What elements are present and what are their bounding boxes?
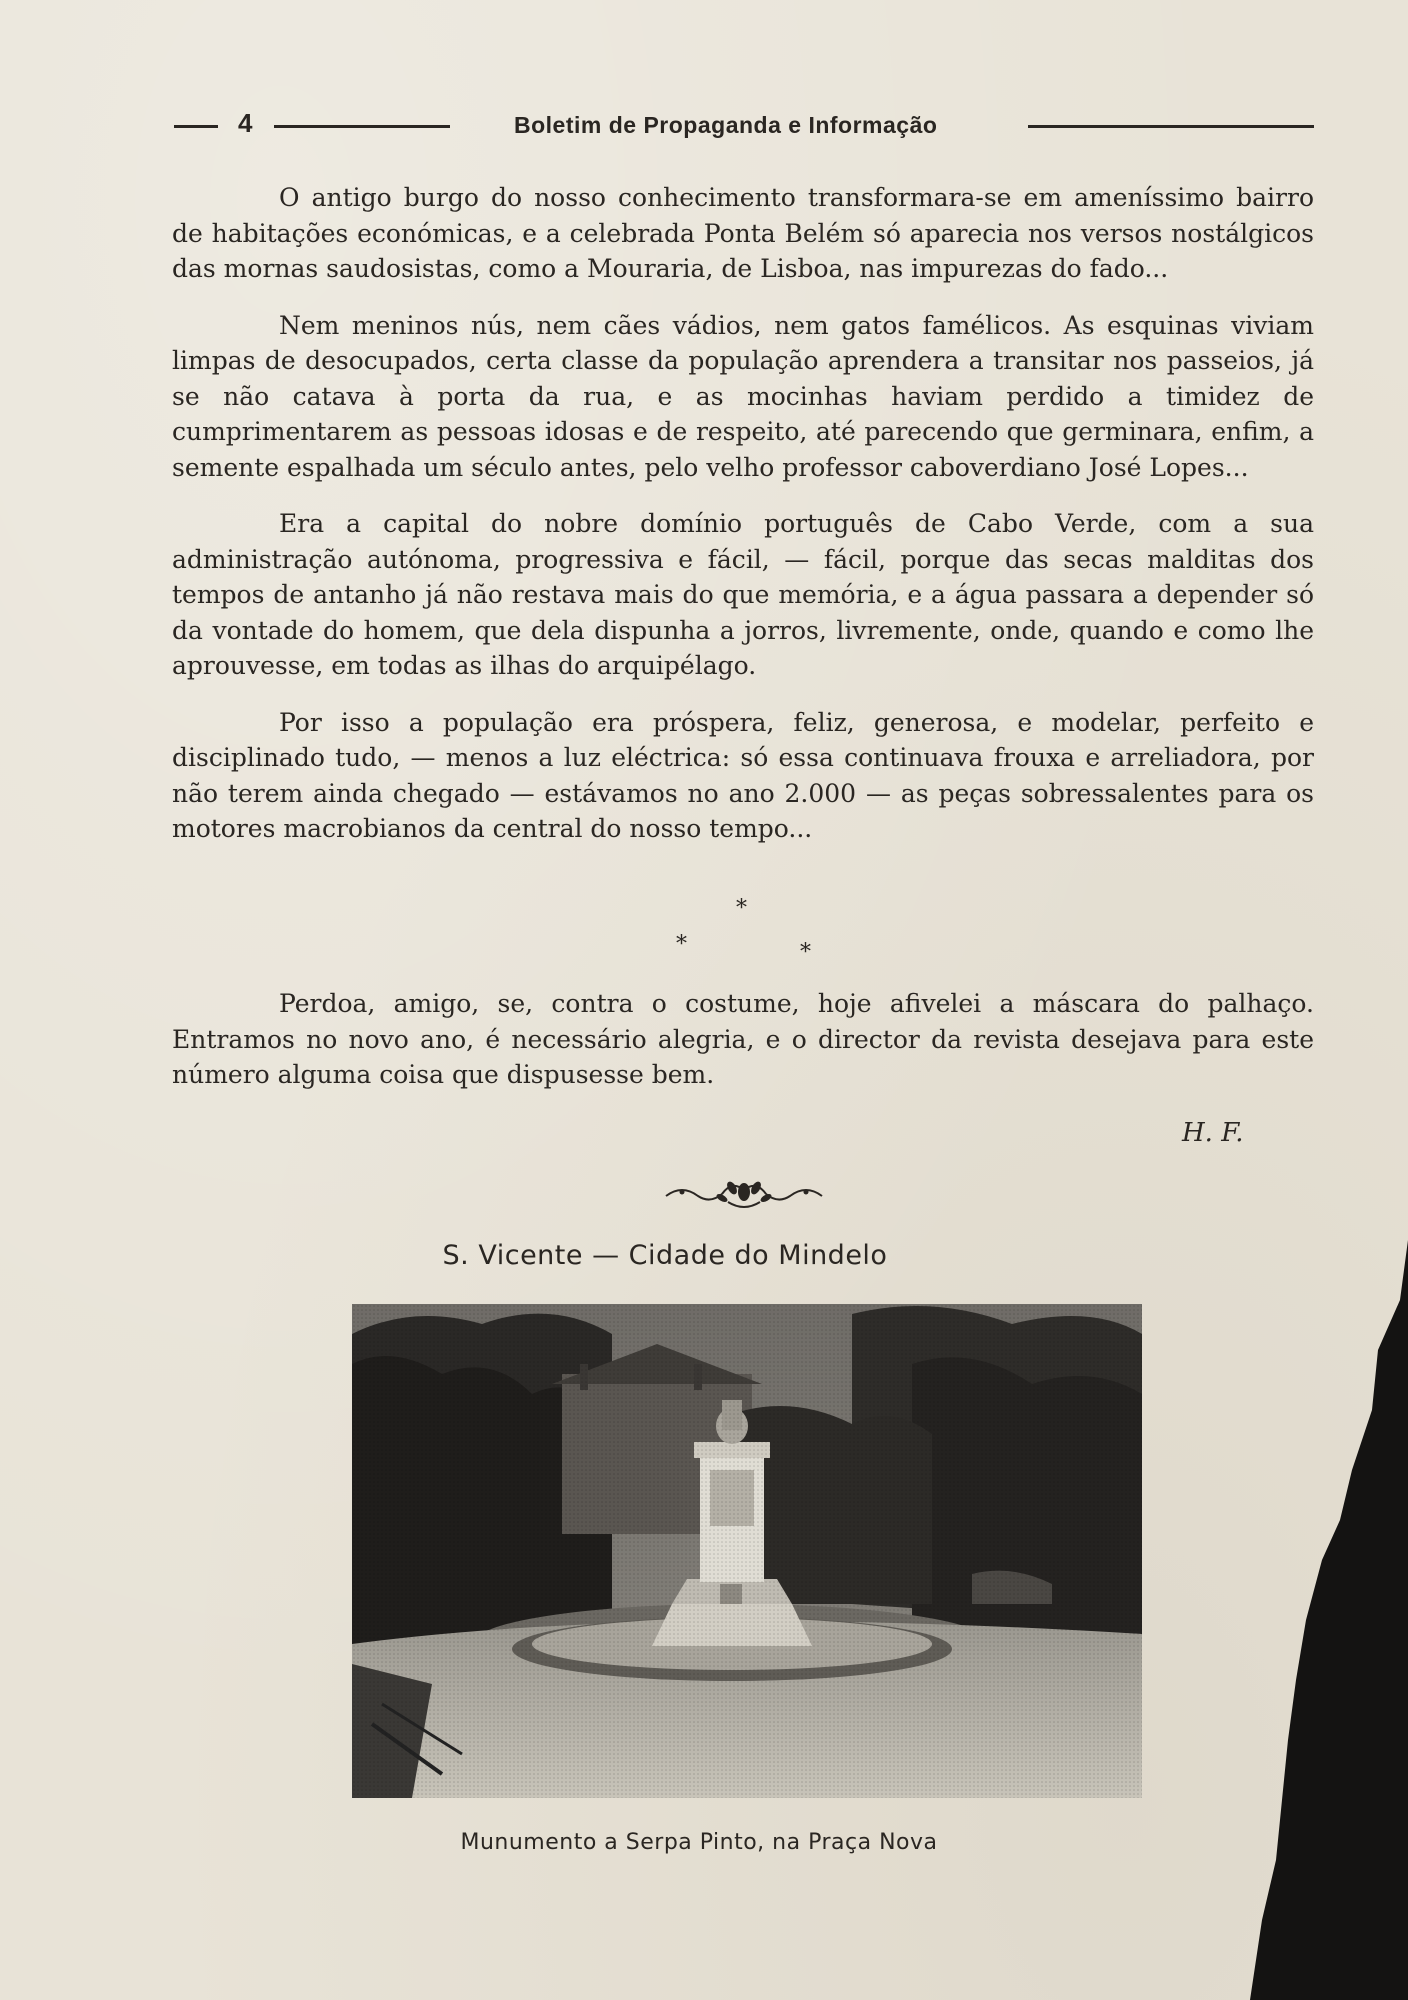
author-signature: H. F. [1182, 1118, 1244, 1148]
paragraph-2: Nem meninos nús, nem cães vádios, nem gatos famélicos. As esquinas viviam limpas de desocupados, certa classe da população aprendera a transitar nos passeios, já se não catava à porta da rua, e as mocinhas haviam perdido a timidez de cumprimentarem as pessoas idosas e de respeito, até parecendo que germinara, enfim, a semente espalhada um século antes, pelo velho professor caboverdiano José Lopes... [172, 310, 1314, 482]
photo-caption: Munumento a Serpa Pinto, na Praça Nova [460, 1830, 938, 1855]
paragraph-4: Por isso a população era próspera, feliz, generosa, e modelar, perfeito e disciplinado tudo, — menos a luz eléctrica: só essa continuava frouxa e arreliadora, por não terem ainda chegado — estávamos no ano 2.000 — as peças sobressalentes para os motores macrobianos da central do nosso tempo... [172, 707, 1314, 843]
separator-star: * [676, 932, 687, 957]
paragraph-3: Era a capital do nobre domínio português de Cabo Verde, com a sua administração autónoma, progressiva e fácil, — fácil, porque das secas malditas dos tempos de antanho já não restava mais do que memória, e a água passara a depender só da vontade do homem, que dela dispunha a jorros, livremente, onde, quando e como lhe aprouvesse, em todas as ilhas do arquipélago. [172, 509, 1314, 680]
separator-star: * [800, 940, 811, 965]
page-number: 4 [238, 108, 253, 138]
closing-paragraph: Perdoa, amigo, se, contra o costume, hoje afivelei a máscara do palhaço. Entramos no novo ano, é necessário alegria, e o director da revista desejava para este número alguma coisa que dispusesse bem. [172, 989, 1314, 1089]
paragraph-1: O antigo burgo do nosso conhecimento transformara-se em ameníssimo bairro de habitações económicas, e a celebrada Ponta Belém só aparecia nos versos nostálgicos das mornas saudosistas, como a Mouraria, de Lisboa, nas impurezas do fado... [172, 183, 1314, 283]
publication-title: Boletim de Propaganda e Informação [514, 112, 938, 138]
separator-star: * [736, 896, 747, 921]
figure-title: S. Vicente — Cidade do Mindelo [442, 1240, 888, 1271]
